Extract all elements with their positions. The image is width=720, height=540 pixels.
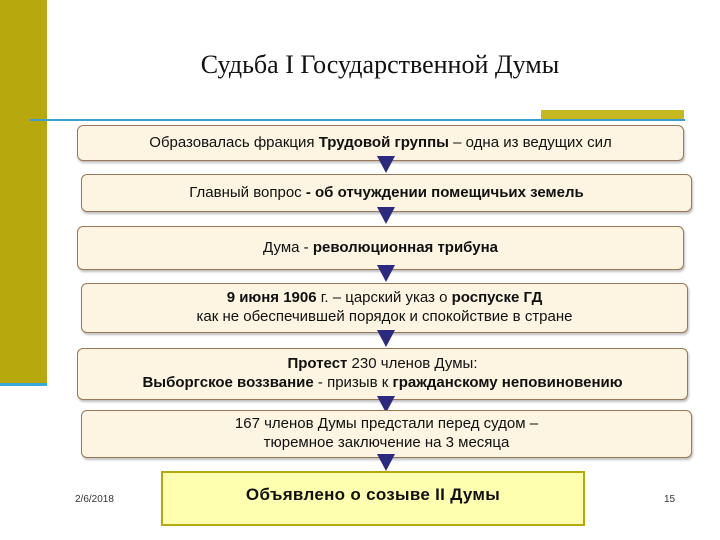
arrow-down-icon (377, 330, 395, 347)
step-1-text: Образовалась фракция Трудовой группы – одна из ведущих сил (149, 133, 612, 151)
title-divider (30, 119, 685, 121)
step-3-text: Дума - революционная трибуна (263, 238, 498, 256)
slide-number: 15 (664, 494, 676, 505)
arrow-down-icon (377, 454, 395, 471)
final-result-box (161, 471, 585, 526)
step-5-line-2: Выборгское воззвание - призыв к гражданскому неповиновению (142, 374, 623, 391)
arrow-down-icon (377, 207, 395, 224)
step-3-box (77, 226, 684, 270)
step-5-line-1: Протест 230 членов Думы: (287, 355, 478, 373)
step-6-line-2: тюремное заключение на 3 месяца (263, 434, 510, 451)
step-2-text: Главный вопрос - об отчуждении помещичьих земель (189, 183, 584, 201)
step-4-line-2: как не обеспечившей порядок и спокойствие в стране (196, 308, 573, 325)
arrow-down-icon (377, 265, 395, 282)
arrow-down-icon (377, 156, 395, 173)
corner-decoration (541, 110, 684, 119)
step-4-box (81, 283, 688, 333)
final-result-text: Объявлено о созыве II Думы (245, 485, 501, 504)
sidebar-accent-line (0, 383, 47, 386)
slide-title: Судьба I Государственной Думы (200, 50, 560, 79)
step-6-line-1: 167 членов Думы предстали перед судом – (234, 415, 539, 433)
sidebar-decoration (0, 0, 47, 383)
step-4-line-1: 9 июня 1906 г. – царский указ о роспуске ГД (226, 289, 543, 307)
step-5-box (77, 348, 688, 400)
footer-date: 2/6/2018 (75, 494, 114, 505)
step-6-box (81, 410, 692, 458)
